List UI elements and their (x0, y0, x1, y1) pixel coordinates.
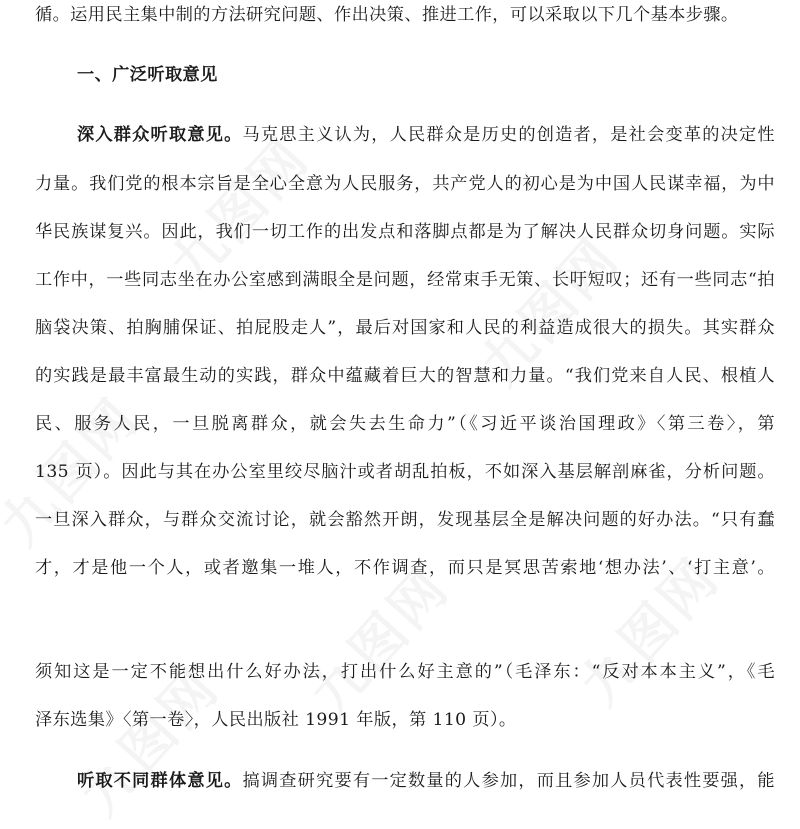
paragraph-first-line (77, 124, 775, 146)
paragraph-text: 马克思主义认为，人民群众是历史的创造者，是社会变革的决定性 (242, 125, 775, 145)
body-text-line: 的实践是最丰富最生动的实践，群众中蕴藏着巨大的智慧和力量。“我们党来自人民、根植人 (35, 366, 775, 386)
body-text-line: 民、服务人民，一旦脱离群众，就会失去生命力”（《习近平谈治国理政》〈第三卷〉，第 (35, 414, 775, 434)
body-text-line: 循。运用民主集中制的方法研究问题、作出决策、推进工作，可以采取以下几个基本步骤。 (35, 5, 739, 25)
paragraph-text: 搞调查研究要有一定数量的人参加，而且参加人员代表性要强，能 (242, 771, 775, 791)
body-text-line: 才，才是他一个人，或者邀集一堆人，不作调查，而只是冥思苦索地‘想办法’、‘打主意’。 (35, 558, 775, 578)
paragraph-first-line (77, 770, 775, 792)
body-text-line: 135 页）。因此与其在办公室里绞尽脑汁或者胡乱拍板，不如深入基层解剖麻雀，分析问题。 (35, 462, 775, 482)
body-text-line: 力量。我们党的根本宗旨是全心全意为人民服务，共产党人的初心是为中国人民谋幸福，为中 (35, 174, 775, 194)
body-text-line: 脑袋决策、拍胸脯保证、拍屁股走人”，最后对国家和人民的利益造成很大的损失。其实群众 (35, 318, 775, 338)
paragraph-lead-heading: 深入群众听取意见。 (77, 125, 243, 145)
paragraph-lead-heading: 听取不同群体意见。 (77, 771, 243, 791)
body-text-line: 一旦深入群众，与群众交流讨论，就会豁然开朗，发现基层全是解决问题的好办法。“只有蠢 (35, 510, 775, 530)
body-text-line: 须知这是一定不能想出什么好办法，打出什么好主意的”（毛泽东：“反对本本主义”，《毛 (35, 662, 775, 682)
body-text-line: 华民族谋复兴。因此，我们一切工作的出发点和落脚点都是为了解决人民群众切身问题。实际 (35, 222, 775, 242)
body-text-line: 工作中，一些同志坐在办公室感到满眼全是问题，经常束手无策、长吁短叹；还有一些同志“拍 (35, 270, 775, 290)
section-heading: 一、广泛听取意见 (77, 65, 218, 85)
body-text-line: 泽东选集》〈第一卷〉，人民出版社 1991 年版，第 110 页）。 (35, 710, 517, 730)
